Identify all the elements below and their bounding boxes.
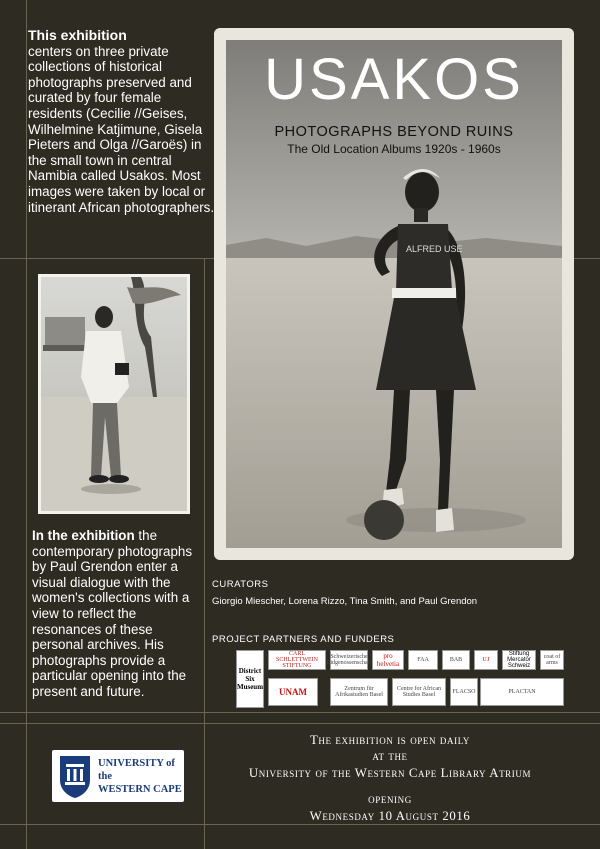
- uwc-name-line2: WESTERN CAPE: [98, 783, 182, 795]
- logo-stiftung-mercator: Stiftung Mercator Schweiz: [502, 650, 536, 670]
- uwc-logo: [52, 750, 184, 802]
- uwc-name: [98, 757, 184, 796]
- logo-swiss-confederation: Schweizerische Eidgenossenschaft: [330, 650, 368, 670]
- logo-unam: UNAM: [268, 678, 318, 706]
- logo-schlettwein: CARL SCHLETTWEIN STIFTUNG: [268, 650, 326, 670]
- divider-bottom2: [0, 723, 600, 724]
- partners-heading: PROJECT PARTNERS AND FUNDERS: [212, 634, 395, 645]
- intro-text: [28, 28, 218, 215]
- portrait-photo: [38, 274, 190, 514]
- jersey-text: ALFRED USE: [406, 244, 463, 254]
- logo-faa: FAA: [408, 650, 438, 670]
- opening-info: [216, 732, 564, 824]
- intro-heading: This exhibition: [28, 27, 127, 43]
- man-with-camera-photo: [41, 277, 187, 511]
- divider-bottom: [0, 712, 600, 713]
- open-line4: opening: [368, 792, 412, 807]
- logo-zentrum-afrikastudien: Zentrum für Afrikastudien Basel: [330, 678, 388, 706]
- open-line3: University of the Western Cape Library Atrium: [248, 765, 532, 780]
- open-line5: Wednesday 10 August 2016: [309, 808, 471, 823]
- uwc-crest-icon: [58, 754, 92, 798]
- divider-mid-v: [204, 258, 205, 849]
- uwc-name-line1: UNIVERSITY of the: [98, 757, 175, 782]
- curators-names: Giorgio Miescher, Lorena Rizzo, Tina Smith, and Paul Grendon: [212, 596, 478, 607]
- open-line1: The exhibition is open daily: [310, 733, 470, 747]
- poster-title: USAKOS: [264, 47, 524, 112]
- divider-bottom3: [0, 824, 600, 825]
- woman-football-photo: [226, 40, 562, 548]
- intro-body: centers on three private collections of historical photographs preserved and curated by four female residents (Cecilie //Geises, Wilhelmine Katjimune, Gisela Pieters and Olga //Garoës) in the small town in central Namibia called Usakos. Most images were taken by local or itinerant African photographers.: [28, 43, 215, 215]
- logo-pro-helvetia: pro helvetia: [372, 650, 404, 670]
- logo-district-six: District Six Museum: [236, 650, 264, 708]
- exhibit-lead: In the exhibition: [32, 528, 135, 543]
- logo-coat-of-arms: coat of arms: [540, 650, 564, 670]
- main-poster-photo: [214, 28, 574, 560]
- logo-centre-african-studies: Centre for African Studies Basel: [392, 678, 446, 706]
- exhibit-body: the contemporary photographs by Paul Grendon enter a visual dialogue with the women's collections with a view to reflect the resonances of these personal archives. His photographs provide a particular opening into the present and future.: [32, 528, 193, 699]
- divider-left-v: [26, 0, 27, 849]
- logo-bab: BAB: [442, 650, 470, 670]
- poster-subtitle-dates: The Old Location Albums 1920s - 1960s: [287, 142, 501, 156]
- poster-subtitle: PHOTOGRAPHS BEYOND RUINS: [274, 124, 514, 140]
- exhibit-text: [32, 528, 202, 700]
- open-line2: at the: [372, 749, 408, 764]
- logo-plactan: PLACTAN: [480, 678, 564, 706]
- curators-heading: CURATORS: [212, 579, 269, 590]
- logo-uj: UJ: [474, 650, 498, 670]
- logo-flacso: FLACSO: [450, 678, 478, 706]
